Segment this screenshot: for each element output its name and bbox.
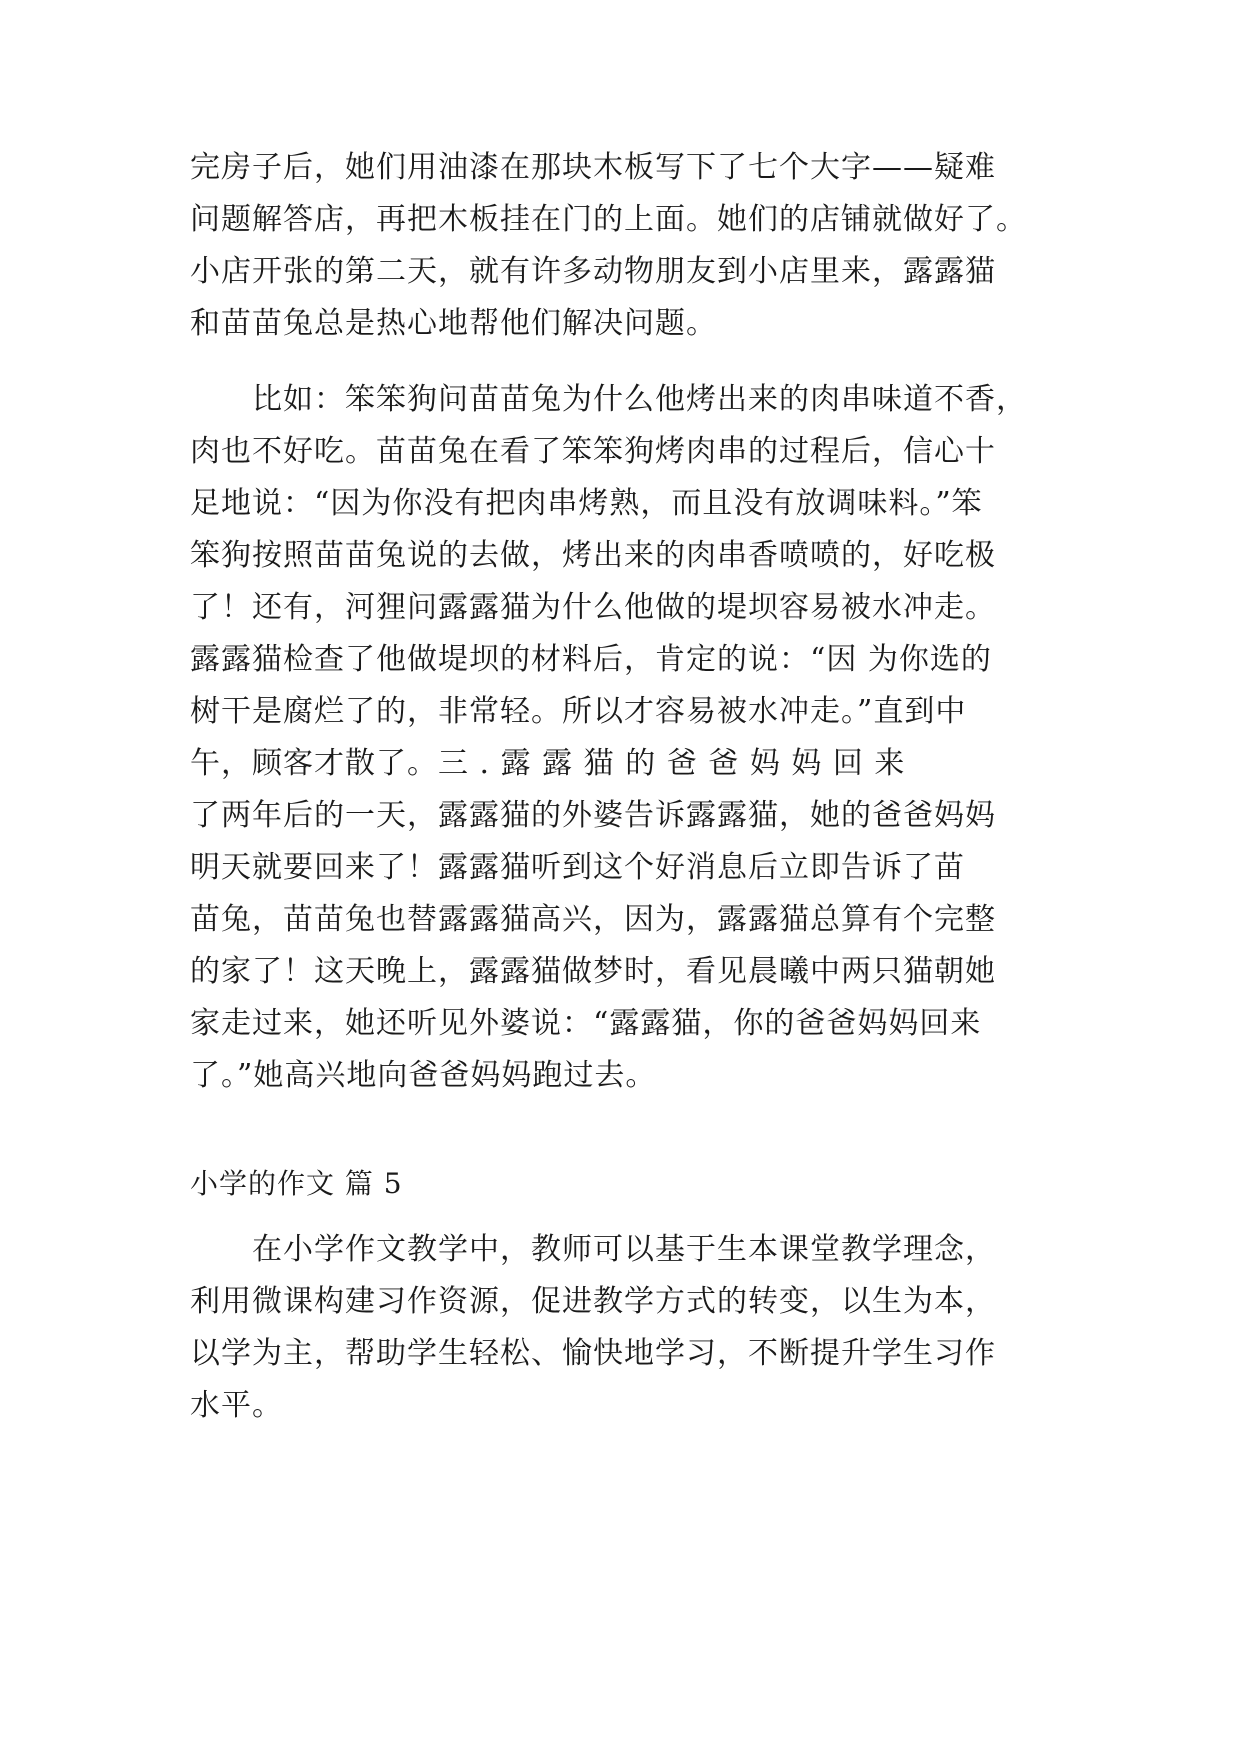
paragraph-line: 完房子后，她们用油漆在那块木板写下了七个大字——疑难	[190, 150, 996, 185]
paragraph-line: 问题解答店，再把木板挂在门的上面。她们的店铺就做好了。	[190, 202, 1027, 237]
paragraph-line: 比如：笨笨狗问苗苗兔为什么他烤出来的肉串味道不香，	[190, 382, 1027, 417]
paragraph-line: 苗兔，苗苗兔也替露露猫高兴，因为，露露猫总算有个完整	[190, 902, 996, 937]
paragraph-line: 肉也不好吃。苗苗兔在看了笨笨狗烤肉串的过程后，信心十	[190, 434, 996, 469]
paragraph-line: 树干是腐烂了的，非常轻。所以才容易被水冲走。”直到中	[190, 694, 967, 729]
paragraph-line: 的家了！这天晚上，露露猫做梦时，看见晨曦中两只猫朝她	[190, 954, 996, 989]
paragraph-line: 明天就要回来了！露露猫听到这个好消息后立即告诉了苗	[190, 850, 965, 885]
paragraph-line: 家走过来，她还听见外婆说：“露露猫，你的爸爸妈妈回来	[190, 1006, 982, 1041]
paragraph-line: 和苗苗兔总是热心地帮他们解决问题。	[190, 306, 717, 341]
paragraph-line: 了！还有，河狸问露露猫为什么他做的堤坝容易被水冲走。	[190, 590, 996, 625]
paragraph-line: 了两年后的一天，露露猫的外婆告诉露露猫，她的爸爸妈妈	[190, 798, 996, 833]
paragraph-line: 小店开张的第二天，就有许多动物朋友到小店里来，露露猫	[190, 254, 996, 289]
paragraph-line: 露露猫检查了他做堤坝的材料后，肯定的说：“因 为你选的	[190, 642, 992, 677]
paragraph-line: 在小学作文教学中，教师可以基于生本课堂教学理念，	[190, 1232, 996, 1267]
section-title: 小学的作文 篇 5	[190, 1167, 403, 1200]
paragraph-line: 足地说：“因为你没有把肉串烤熟，而且没有放调味料。”笨	[190, 486, 983, 521]
paragraph-line: 利用微课构建习作资源，促进教学方式的转变，以生为本，	[190, 1284, 996, 1319]
paragraph-line: 笨狗按照苗苗兔说的去做，烤出来的肉串香喷喷的，好吃极	[190, 538, 996, 573]
paragraph-line: 午，顾客才散了。三 . 露 露 猫 的 爸 爸 妈 妈 回 来	[190, 746, 906, 781]
paragraph-line: 以学为主，帮助学生轻松、愉快地学习，不断提升学生习作	[190, 1336, 996, 1371]
paragraph-line: 了。”她高兴地向爸爸妈妈跑过去。	[190, 1058, 657, 1093]
paragraph-line: 水平。	[190, 1388, 283, 1423]
